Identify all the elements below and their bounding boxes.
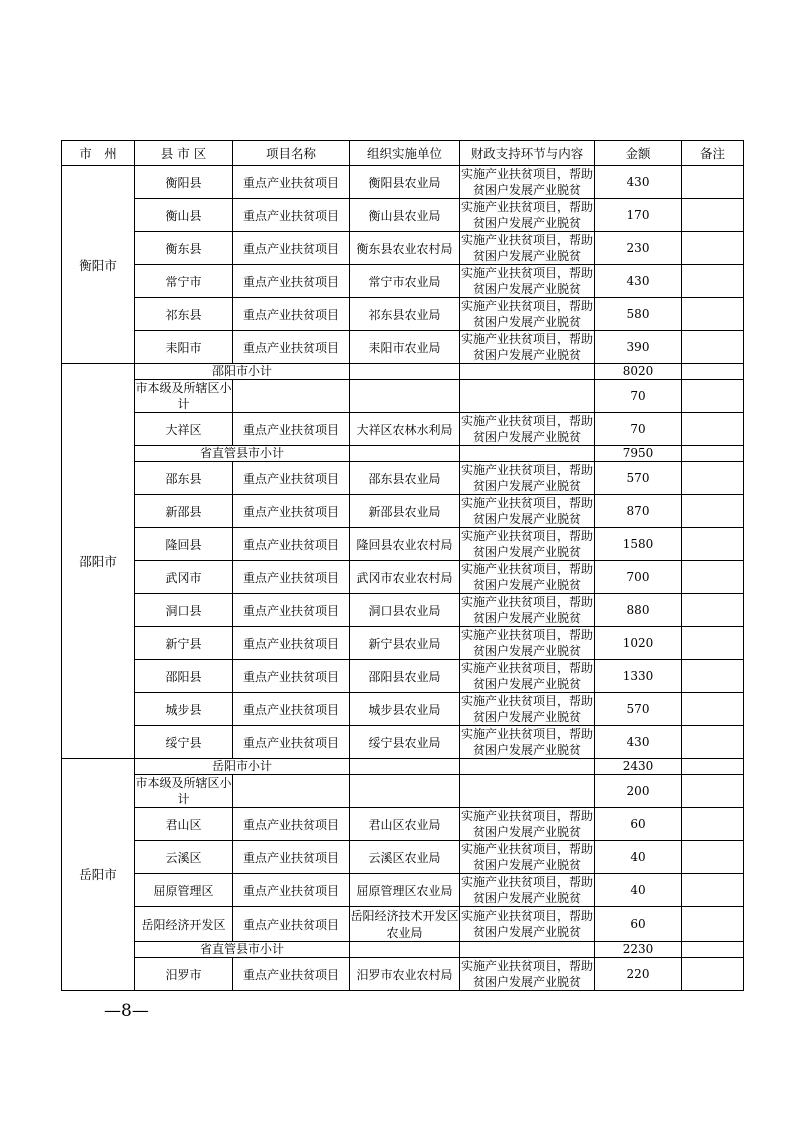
remark-cell bbox=[682, 726, 744, 759]
county-cell: 衡阳县 bbox=[135, 166, 233, 199]
unit-cell: 城步县农业局 bbox=[350, 693, 460, 726]
table-row bbox=[62, 627, 744, 660]
content-cell: 实施产业扶贫项目，帮助贫困户发展产业脱贫 bbox=[460, 628, 593, 658]
subtotal-label: 省直管县市小计 bbox=[135, 942, 350, 958]
county-cell: 新邵县 bbox=[135, 495, 233, 528]
table-row bbox=[62, 841, 744, 874]
remark-cell bbox=[682, 331, 744, 364]
content-cell: 实施产业扶贫项目，帮助贫困户发展产业脱贫 bbox=[460, 496, 593, 526]
content-cell: 实施产业扶贫项目，帮助贫困户发展产业脱贫 bbox=[460, 463, 593, 493]
project-cell: 重点产业扶贫项目 bbox=[233, 594, 350, 627]
project-cell: 重点产业扶贫项目 bbox=[233, 232, 350, 265]
remark-cell bbox=[682, 808, 744, 841]
amount-cell: 880 bbox=[595, 594, 682, 627]
table-row bbox=[62, 495, 744, 528]
county-cell: 绥宁县 bbox=[135, 726, 233, 759]
header-city: 市 州 bbox=[62, 141, 135, 166]
sublevel-label: 市本级及所辖区小计 bbox=[135, 381, 232, 411]
amount-cell: 200 bbox=[595, 775, 682, 808]
unit-cell: 邵阳县农业局 bbox=[350, 660, 460, 693]
content-cell: 实施产业扶贫项目，帮助贫困户发展产业脱贫 bbox=[460, 842, 593, 872]
amount-cell: 40 bbox=[595, 874, 682, 907]
subtotal-row bbox=[62, 759, 744, 775]
content-cell: 实施产业扶贫项目，帮助贫困户发展产业脱贫 bbox=[460, 595, 593, 625]
county-cell: 汨罗市 bbox=[135, 958, 233, 991]
content-cell: 实施产业扶贫项目，帮助贫困户发展产业脱贫 bbox=[460, 266, 593, 296]
project-cell: 重点产业扶贫项目 bbox=[233, 528, 350, 561]
project-cell: 重点产业扶贫项目 bbox=[233, 808, 350, 841]
subtotal-row bbox=[62, 942, 744, 958]
empty-cell bbox=[350, 775, 460, 808]
remark-cell bbox=[682, 660, 744, 693]
amount-cell: 1580 bbox=[595, 528, 682, 561]
unit-cell: 新宁县农业局 bbox=[350, 627, 460, 660]
unit-cell: 云溪区农业局 bbox=[350, 841, 460, 874]
unit-cell: 邵东县农业局 bbox=[350, 462, 460, 495]
subtotal-row bbox=[62, 446, 744, 462]
unit-cell: 洞口县农业局 bbox=[350, 594, 460, 627]
project-cell: 重点产业扶贫项目 bbox=[233, 841, 350, 874]
amount-cell: 700 bbox=[595, 561, 682, 594]
page-number: —8— bbox=[104, 1001, 149, 1021]
table-row bbox=[62, 874, 744, 907]
county-cell: 邵阳县 bbox=[135, 660, 233, 693]
amount-cell: 570 bbox=[595, 462, 682, 495]
remark-cell bbox=[682, 232, 744, 265]
amount-cell: 70 bbox=[595, 413, 682, 446]
content-cell: 实施产业扶贫项目，帮助贫困户发展产业脱贫 bbox=[460, 875, 593, 905]
header-amount: 金额 bbox=[595, 141, 682, 166]
city-name-cell: 邵阳市 bbox=[62, 364, 135, 759]
unit-cell: 岳阳经济技术开发区农业局 bbox=[350, 907, 460, 942]
remark-cell bbox=[682, 364, 744, 380]
content-cell: 实施产业扶贫项目，帮助贫困户发展产业脱贫 bbox=[460, 299, 593, 329]
table-row bbox=[62, 232, 744, 265]
remark-cell bbox=[682, 265, 744, 298]
project-cell: 重点产业扶贫项目 bbox=[233, 199, 350, 232]
empty-cell bbox=[350, 364, 460, 380]
amount-cell: 390 bbox=[595, 331, 682, 364]
county-cell: 洞口县 bbox=[135, 594, 233, 627]
county-cell: 新宁县 bbox=[135, 627, 233, 660]
unit-cell: 屈原管理区农业局 bbox=[350, 874, 460, 907]
amount-cell: 570 bbox=[595, 693, 682, 726]
table-row bbox=[62, 413, 744, 446]
content-cell: 实施产业扶贫项目，帮助贫困户发展产业脱贫 bbox=[460, 694, 593, 724]
table-header-row bbox=[62, 141, 744, 166]
table-row bbox=[62, 199, 744, 232]
unit-cell: 常宁市农业局 bbox=[350, 265, 460, 298]
empty-cell bbox=[460, 446, 595, 462]
remark-cell bbox=[682, 413, 744, 446]
unit-cell: 隆回县农业农村局 bbox=[350, 528, 460, 561]
amount-cell: 8020 bbox=[595, 364, 682, 380]
project-cell: 重点产业扶贫项目 bbox=[233, 561, 350, 594]
unit-cell: 武冈市农业农村局 bbox=[350, 561, 460, 594]
empty-cell bbox=[460, 942, 595, 958]
county-cell: 大祥区 bbox=[135, 413, 233, 446]
table-row bbox=[62, 298, 744, 331]
remark-cell bbox=[682, 942, 744, 958]
unit-cell: 新邵县农业局 bbox=[350, 495, 460, 528]
content-cell: 实施产业扶贫项目，帮助贫困户发展产业脱贫 bbox=[460, 959, 593, 989]
amount-cell: 1020 bbox=[595, 627, 682, 660]
amount-cell: 2230 bbox=[595, 942, 682, 958]
header-project: 项目名称 bbox=[233, 141, 350, 166]
remark-cell bbox=[682, 775, 744, 808]
remark-cell bbox=[682, 627, 744, 660]
county-cell: 武冈市 bbox=[135, 561, 233, 594]
content-cell: 实施产业扶贫项目，帮助贫困户发展产业脱贫 bbox=[460, 562, 593, 592]
project-cell: 重点产业扶贫项目 bbox=[233, 495, 350, 528]
county-cell: 岳阳经济开发区 bbox=[135, 907, 233, 942]
empty-cell bbox=[460, 364, 595, 380]
empty-cell bbox=[460, 380, 595, 413]
unit-cell: 衡阳县农业局 bbox=[350, 166, 460, 199]
city-name-cell: 衡阳市 bbox=[62, 166, 135, 364]
empty-cell bbox=[460, 759, 595, 775]
content-cell: 实施产业扶贫项目，帮助贫困户发展产业脱贫 bbox=[460, 332, 593, 362]
amount-cell: 430 bbox=[595, 265, 682, 298]
content-cell: 实施产业扶贫项目，帮助贫困户发展产业脱贫 bbox=[460, 167, 593, 197]
sublevel-row bbox=[62, 380, 744, 413]
project-cell: 重点产业扶贫项目 bbox=[233, 166, 350, 199]
subtotal-label: 省直管县市小计 bbox=[135, 446, 350, 462]
unit-cell: 汨罗市农业农村局 bbox=[350, 958, 460, 991]
amount-cell: 1330 bbox=[595, 660, 682, 693]
subtotal-label: 岳阳市小计 bbox=[135, 759, 350, 775]
sublevel-row bbox=[62, 775, 744, 808]
amount-cell: 2430 bbox=[595, 759, 682, 775]
remark-cell bbox=[682, 528, 744, 561]
amount-cell: 40 bbox=[595, 841, 682, 874]
content-cell: 实施产业扶贫项目，帮助贫困户发展产业脱贫 bbox=[460, 907, 595, 942]
amount-cell: 580 bbox=[595, 298, 682, 331]
county-cell: 衡山县 bbox=[135, 199, 233, 232]
unit-cell: 君山区农业局 bbox=[350, 808, 460, 841]
project-cell: 重点产业扶贫项目 bbox=[233, 331, 350, 364]
remark-cell bbox=[682, 874, 744, 907]
project-cell: 重点产业扶贫项目 bbox=[233, 726, 350, 759]
table-row bbox=[62, 693, 744, 726]
county-cell: 云溪区 bbox=[135, 841, 233, 874]
unit-cell: 衡东县农业农村局 bbox=[350, 232, 460, 265]
subtotal-label: 邵阳市小计 bbox=[135, 364, 350, 380]
project-cell: 重点产业扶贫项目 bbox=[233, 693, 350, 726]
header-unit: 组织实施单位 bbox=[350, 141, 460, 166]
project-cell: 重点产业扶贫项目 bbox=[233, 627, 350, 660]
project-cell: 重点产业扶贫项目 bbox=[233, 265, 350, 298]
amount-cell: 430 bbox=[595, 726, 682, 759]
content-cell: 实施产业扶贫项目，帮助贫困户发展产业脱贫 bbox=[460, 727, 593, 757]
empty-cell bbox=[350, 942, 460, 958]
county-cell: 屈原管理区 bbox=[135, 874, 233, 907]
remark-cell bbox=[682, 462, 744, 495]
project-cell: 重点产业扶贫项目 bbox=[233, 874, 350, 907]
unit-cell: 祁东县农业局 bbox=[350, 298, 460, 331]
remark-cell bbox=[682, 594, 744, 627]
project-cell: 重点产业扶贫项目 bbox=[233, 413, 350, 446]
amount-cell: 60 bbox=[595, 808, 682, 841]
county-cell: 城步县 bbox=[135, 693, 233, 726]
empty-cell bbox=[350, 446, 460, 462]
project-cell: 重点产业扶贫项目 bbox=[233, 660, 350, 693]
remark-cell bbox=[682, 495, 744, 528]
project-cell: 重点产业扶贫项目 bbox=[233, 462, 350, 495]
county-cell: 君山区 bbox=[135, 808, 233, 841]
remark-cell bbox=[682, 759, 744, 775]
remark-cell bbox=[682, 166, 744, 199]
amount-cell: 170 bbox=[595, 199, 682, 232]
table-row bbox=[62, 462, 744, 495]
unit-cell: 耒阳市农业局 bbox=[350, 331, 460, 364]
table-body bbox=[62, 166, 744, 991]
remark-cell bbox=[682, 446, 744, 462]
empty-cell bbox=[350, 380, 460, 413]
table-row bbox=[62, 808, 744, 841]
remark-cell bbox=[682, 380, 744, 413]
table-row bbox=[62, 958, 744, 991]
content-cell: 实施产业扶贫项目，帮助贫困户发展产业脱贫 bbox=[460, 414, 593, 444]
county-cell: 常宁市 bbox=[135, 265, 233, 298]
amount-cell: 60 bbox=[595, 907, 682, 942]
header-county: 县 市 区 bbox=[135, 141, 233, 166]
county-cell: 耒阳市 bbox=[135, 331, 233, 364]
project-cell: 重点产业扶贫项目 bbox=[233, 958, 350, 991]
table-row bbox=[62, 331, 744, 364]
empty-cell bbox=[350, 759, 460, 775]
amount-cell: 230 bbox=[595, 232, 682, 265]
county-cell: 隆回县 bbox=[135, 528, 233, 561]
table-row bbox=[62, 660, 744, 693]
table-row bbox=[62, 166, 744, 199]
table-row bbox=[62, 265, 744, 298]
amount-cell: 220 bbox=[595, 958, 682, 991]
table-row bbox=[62, 907, 744, 942]
amount-cell: 430 bbox=[595, 166, 682, 199]
amount-cell: 870 bbox=[595, 495, 682, 528]
remark-cell bbox=[682, 298, 744, 331]
remark-cell bbox=[682, 841, 744, 874]
unit-cell: 绥宁县农业局 bbox=[350, 726, 460, 759]
city-name-cell: 岳阳市 bbox=[62, 759, 135, 991]
county-cell: 衡东县 bbox=[135, 232, 233, 265]
content-cell: 实施产业扶贫项目，帮助贫困户发展产业脱贫 bbox=[460, 661, 593, 691]
empty-cell bbox=[233, 775, 350, 808]
remark-cell bbox=[682, 199, 744, 232]
remark-cell bbox=[682, 958, 744, 991]
table-row bbox=[62, 594, 744, 627]
content-cell: 实施产业扶贫项目，帮助贫困户发展产业脱贫 bbox=[460, 529, 593, 559]
remark-cell bbox=[682, 693, 744, 726]
content-cell: 实施产业扶贫项目，帮助贫困户发展产业脱贫 bbox=[460, 200, 593, 230]
remark-cell bbox=[682, 561, 744, 594]
empty-cell bbox=[460, 775, 595, 808]
allocation-table bbox=[61, 140, 744, 991]
header-remark: 备注 bbox=[682, 141, 744, 166]
table-row bbox=[62, 528, 744, 561]
county-cell: 邵东县 bbox=[135, 462, 233, 495]
project-cell: 重点产业扶贫项目 bbox=[233, 298, 350, 331]
unit-cell: 衡山县农业局 bbox=[350, 199, 460, 232]
amount-cell: 70 bbox=[595, 380, 682, 413]
unit-cell: 大祥区农林水利局 bbox=[350, 413, 460, 446]
county-cell: 祁东县 bbox=[135, 298, 233, 331]
amount-cell: 7950 bbox=[595, 446, 682, 462]
empty-cell bbox=[233, 380, 350, 413]
content-cell: 实施产业扶贫项目，帮助贫困户发展产业脱贫 bbox=[460, 809, 593, 839]
project-cell: 重点产业扶贫项目 bbox=[233, 907, 350, 942]
content-cell: 实施产业扶贫项目，帮助贫困户发展产业脱贫 bbox=[460, 233, 593, 263]
table-row bbox=[62, 561, 744, 594]
header-content: 财政支持环节与内容 bbox=[460, 141, 595, 166]
sublevel-label: 市本级及所辖区小计 bbox=[135, 776, 232, 806]
subtotal-row bbox=[62, 364, 744, 380]
remark-cell bbox=[682, 907, 744, 942]
table-row bbox=[62, 726, 744, 759]
